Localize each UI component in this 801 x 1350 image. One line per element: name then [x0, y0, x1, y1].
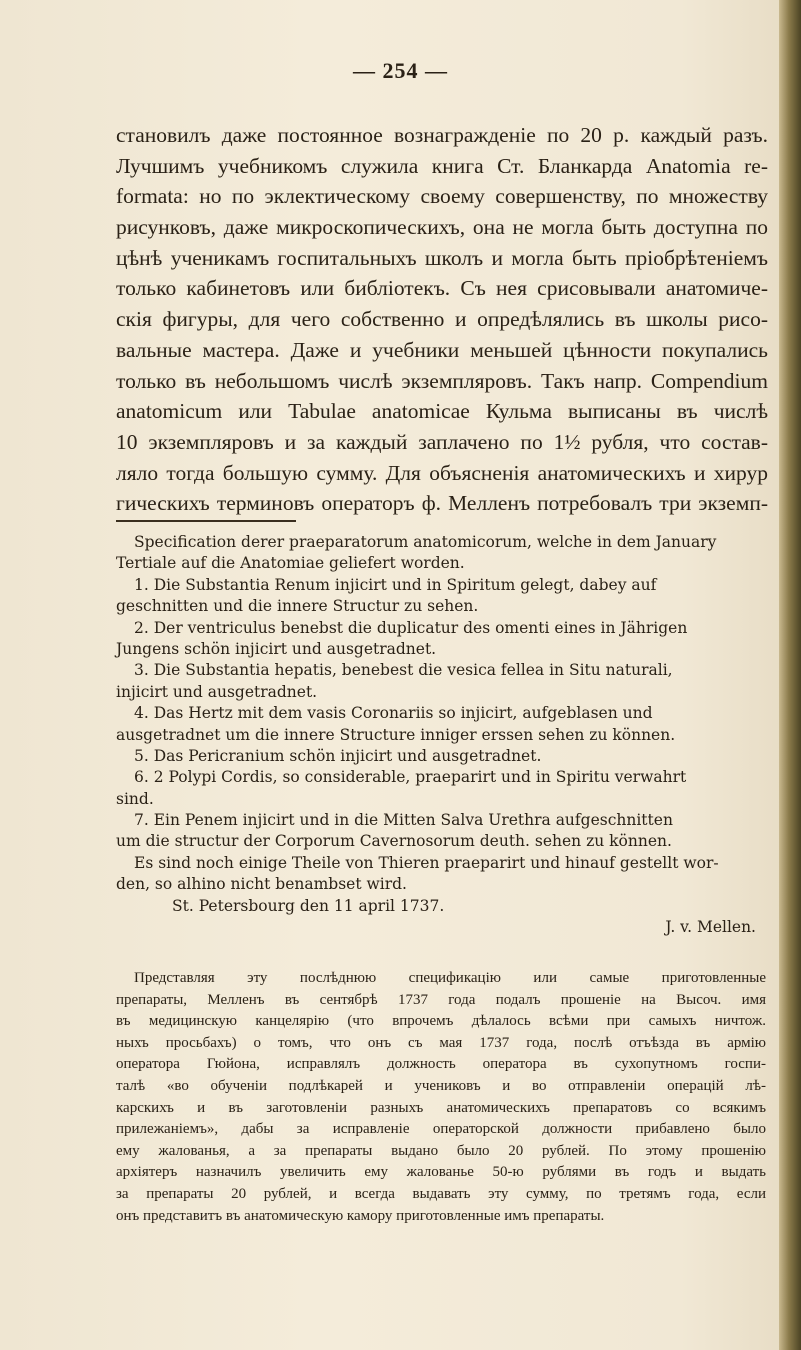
spec-line: Specification derer praeparatorum anatomicorum, welche in dem January [134, 533, 717, 551]
main-paragraph [116, 120, 768, 519]
comment-line: Представляя эту послѣднюю спецификацію или самые приготовленные [134, 970, 766, 986]
comment-line: карскихъ и въ заготовленіи разныхъ анатомическихъ препаратовъ со всякимъ [116, 1099, 766, 1116]
spec-line: 2. Der ventriculus benebst die duplicatur des omenti eines in Jährigen [134, 618, 688, 637]
spec-line: geschnitten und die innere Structur zu sehen. [116, 597, 479, 616]
comment-line: прилежаніемъ», дабы за исправленіе операторской должности прибавлено было [116, 1121, 766, 1138]
text-line: только кабинетовъ или библіотекъ. Съ нея срисовывали анатомиче- [116, 276, 768, 301]
spec-line: Tertiale auf die Anatomiae geliefert worden. [116, 554, 465, 573]
page-edge [779, 0, 801, 1350]
text-line: 10 экземпляровъ и за каждый заплачено по 1½ рубля, что состав- [116, 429, 768, 454]
spec-line: 5. Das Pericranium schön injicirt und ausgetradnet. [134, 746, 542, 765]
spec-signature: J. v. Mellen. [665, 918, 756, 937]
comment-line: за препараты 20 рублей, и всегда выдавать эту сумму, по третямъ года, если [116, 1185, 766, 1202]
text-line: цѣнѣ ученикамъ госпитальныхъ школъ и могла быть пріобрѣтеніемъ [116, 245, 768, 270]
spec-line: den, so alhino nicht benambset wird. [116, 875, 407, 894]
commentary-paragraph [116, 968, 766, 1227]
spec-line: 7. Ein Penem injicirt und in die Mitten Salva Urethra aufgeschnitten [134, 811, 673, 830]
text-line: становилъ даже постоянное вознагражденіе по 20 р. каждый разъ. [116, 123, 768, 147]
spec-line: 1. Die Substantia Renum injicirt und in Spiritum gelegt, dabey auf [134, 575, 657, 594]
spec-line: 3. Die Substantia hepatis, benebest die vesica fellea in Situ naturali, [134, 661, 673, 680]
comment-line: препараты, Мелленъ въ сентябрѣ 1737 года подалъ прошеніе на Высоч. имя [116, 991, 766, 1008]
text-line: вальные мастера. Даже и учебники меньшей цѣнности покупались [116, 337, 768, 362]
spec-line: ausgetradnet um die innere Structure inniger erssen sehen zu können. [116, 725, 676, 744]
text-line: рисунковъ, даже микроскопическихъ, она не могла быть доступна по [116, 215, 768, 240]
spec-line: 6. 2 Polypi Cordis, so considerable, praeparirt und in Spiritu verwahrt [134, 768, 687, 787]
page-number: — 254 — [353, 58, 448, 83]
spec-line: injicirt und ausgetradnet. [116, 682, 318, 701]
comment-line: онъ представитъ въ анатомическую камору приготовленные имъ препараты. [116, 1207, 605, 1224]
text-line: гическихъ терминовъ операторъ ф. Мелленъ потребовалъ три экземп- [116, 491, 768, 516]
comment-line: оператора Гюйона, исправлялъ должность оператора въ сухопутномъ госпи- [116, 1056, 766, 1073]
text-line: formata: но по эклектическому своему совершенству, по множеству [116, 184, 768, 209]
text-line: только въ небольшомъ числѣ экземпляровъ. Такъ напр. Compendium [116, 368, 768, 393]
comment-line: архіятеръ назначилъ увеличить ему жалованье 50-ю рублями въ годъ и выдать [116, 1164, 766, 1181]
comment-line: ныхъ просьбахъ) о томъ, что онъ съ мая 1737 года, послѣ отъѣзда въ армію [116, 1034, 766, 1051]
spec-date-line: St. Petersbourg den 11 april 1737. [172, 896, 445, 915]
comment-line: ему жалованья, а за препараты выдано было 20 рублей. По этому прошенію [116, 1142, 766, 1159]
spec-line: 4. Das Hertz mit dem vasis Coronariis so injicirt, aufgeblasen und [134, 704, 653, 723]
comment-line: въ медицинскую канцелярію (что впрочемъ дѣлалось всѣми при самыхъ ничтож. [116, 1013, 766, 1030]
german-specification [116, 532, 766, 938]
spec-line: sind. [116, 789, 154, 808]
text-line: anatomicum или Tabulae anatomicae Кульма выписаны въ числѣ [116, 399, 768, 424]
spec-line: Jungens schön injicirt und ausgetradnet. [116, 639, 437, 658]
comment-line: талѣ «во обученіи подлѣкарей и учениковъ и во отправленіи операцій лѣ- [116, 1077, 766, 1094]
text-line: Лучшимъ учебникомъ служила книга Ст. Бланкарда Anatomia re- [116, 153, 768, 178]
spec-line: um die structur der Corporum Cavernosorum deuth. sehen zu können. [116, 832, 672, 851]
text-line: ляло тогда большую сумму. Для объясненія анатомическихъ и хирур [116, 460, 768, 485]
text-line: скія фигуры, для чего собственно и опредѣлялись въ школы рисо- [116, 307, 768, 332]
spec-line: Es sind noch einige Theile von Thieren praeparirt und hinauf gestellt wor- [134, 853, 719, 872]
footnote-rule [116, 520, 296, 522]
